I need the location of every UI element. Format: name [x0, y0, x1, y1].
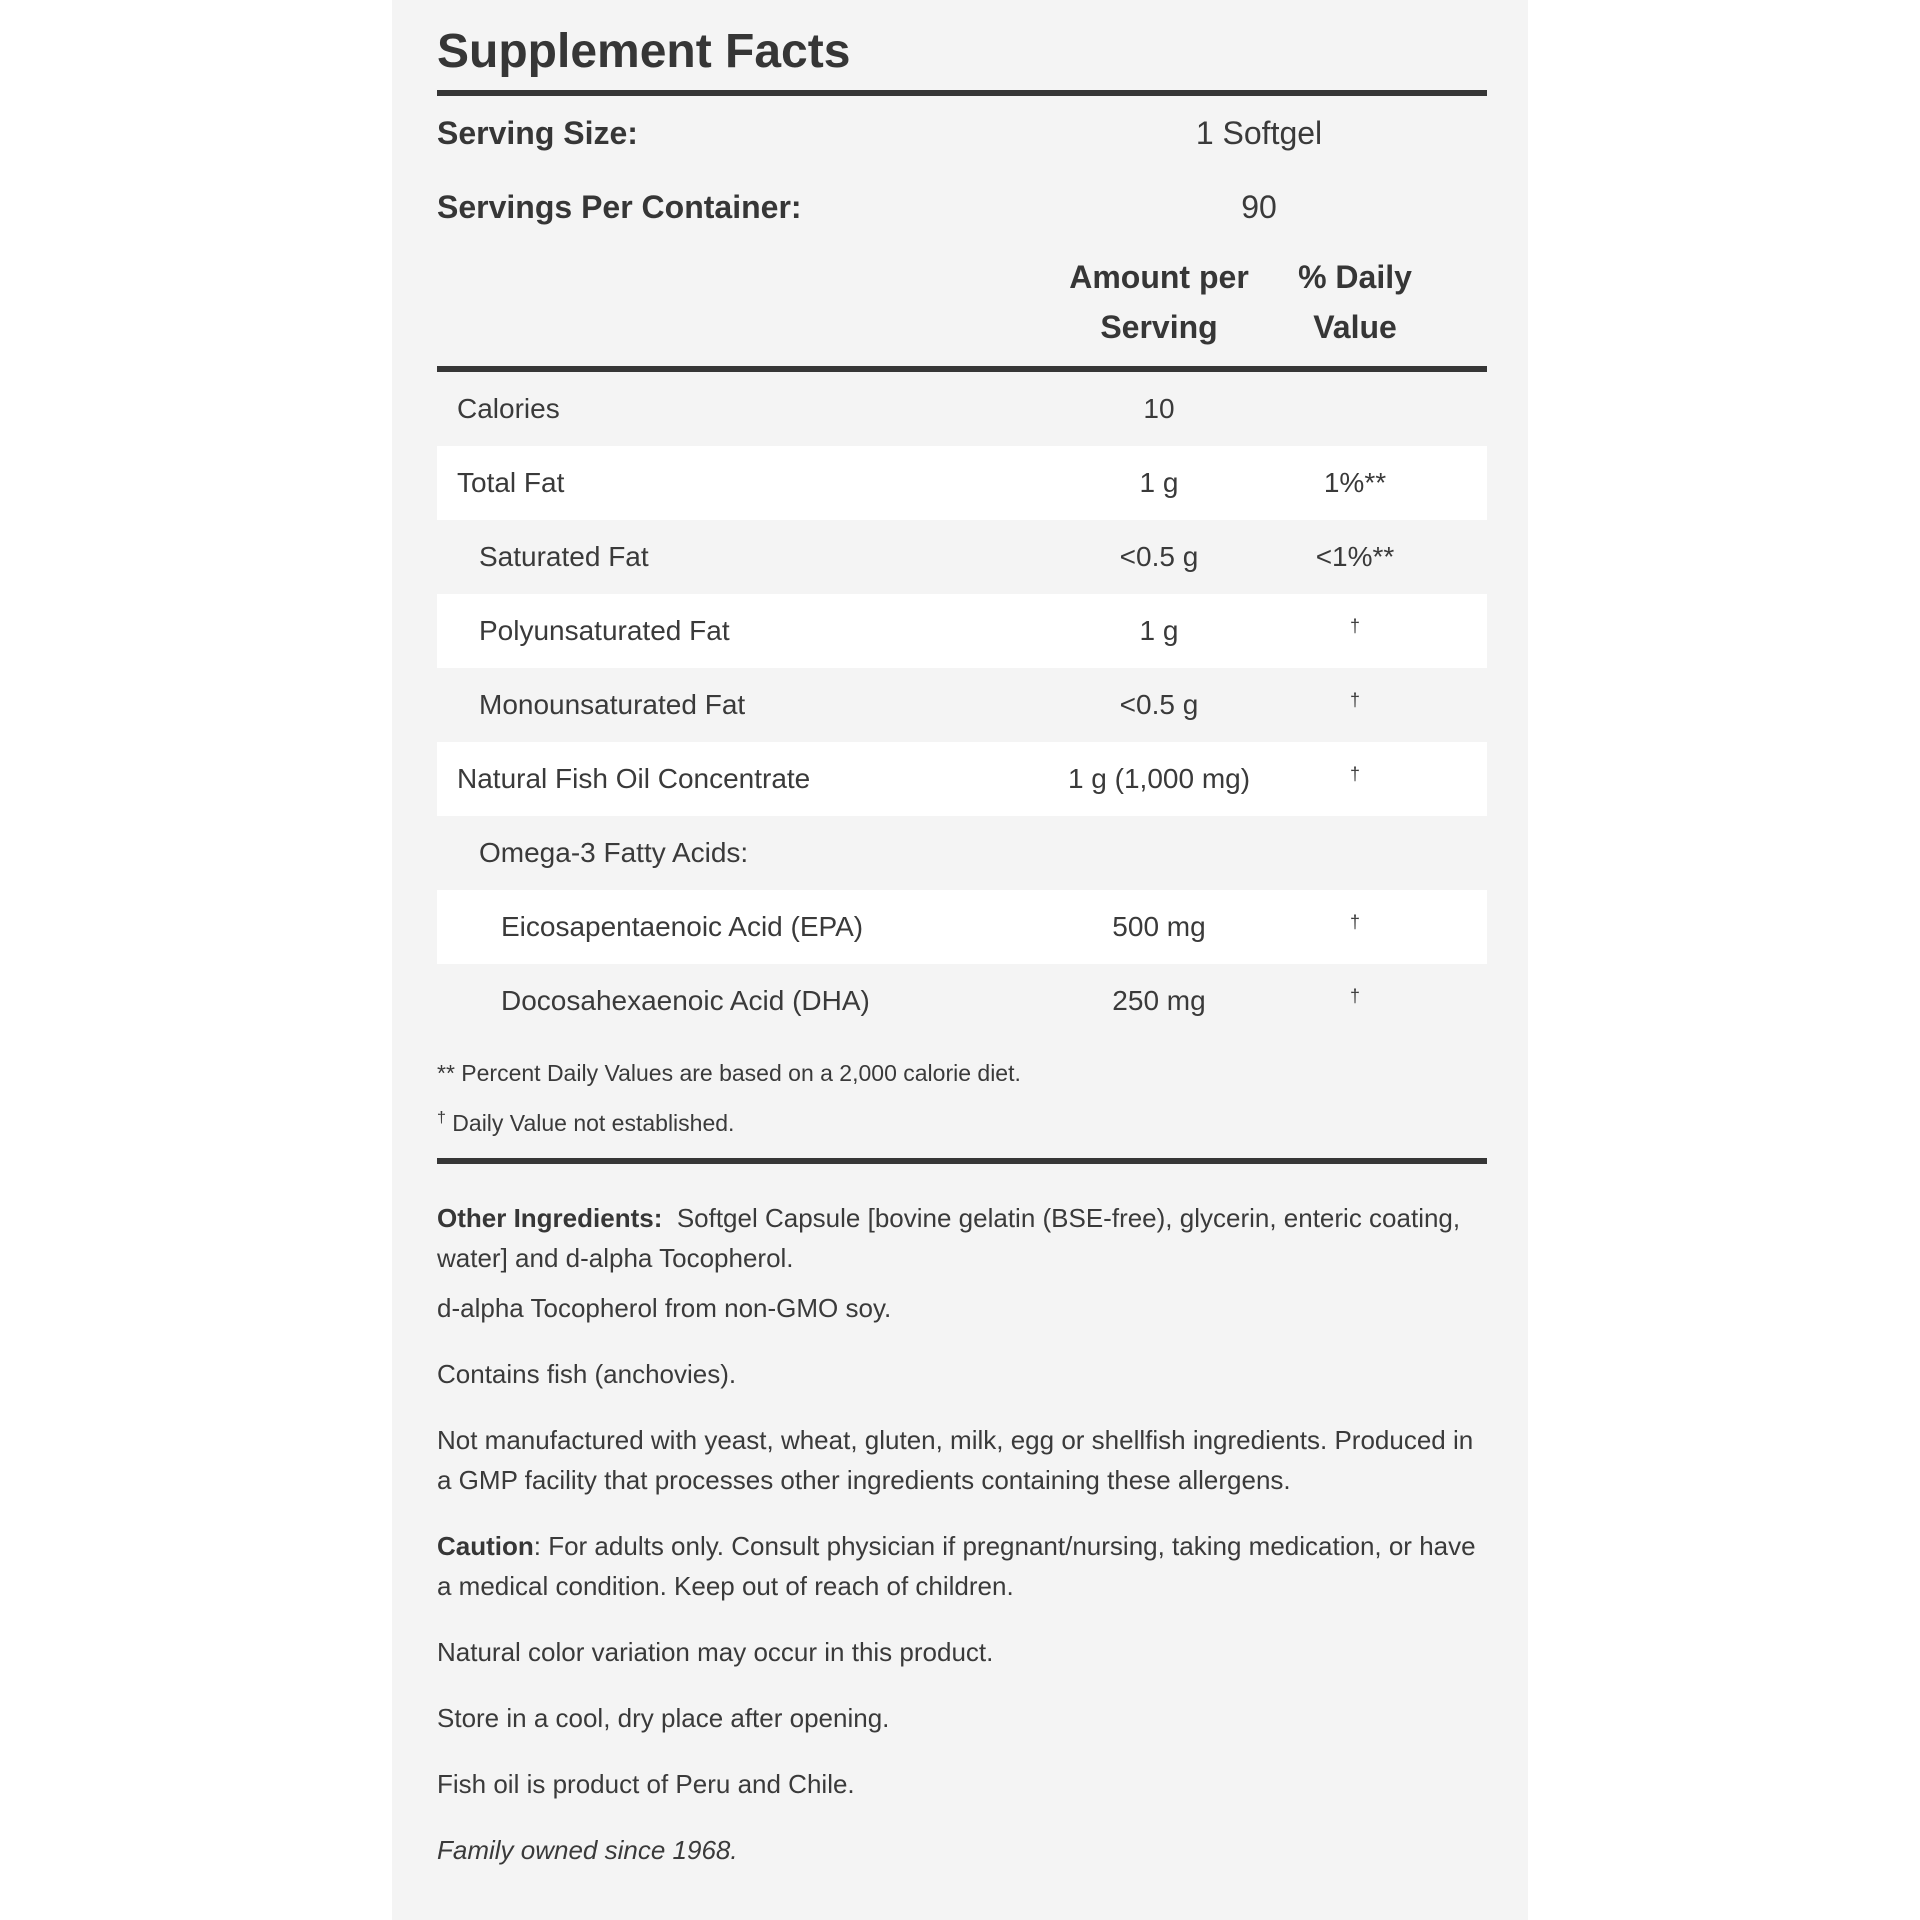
other-ingredients: [437, 1198, 1487, 1278]
dagger-footnote-text: Daily Value not established.: [445, 1110, 735, 1136]
supplement-facts-content: [437, 0, 1487, 1870]
table-row: [437, 594, 1487, 668]
other-ingredients-text: Softgel Capsule [bovine gelatin (BSE-free), glycerin, enteric coating, water] and d-alpha Tocopherol.: [437, 1203, 1461, 1273]
nutrient-amount: 1 g: [1139, 615, 1179, 646]
nutrient-amount: <0.5 g: [1119, 541, 1199, 572]
amount-header-line1: Amount per: [1069, 259, 1249, 295]
nutrient-amount: 10: [1143, 393, 1175, 424]
daily-value-header: [1259, 252, 1451, 352]
color-variation-note: Natural color variation may occur in this product.: [437, 1637, 994, 1667]
page-title: Supplement Facts: [437, 25, 851, 78]
table-row: [437, 816, 1487, 890]
caution-text: : For adults only. Consult physician if pregnant/nursing, taking medication, or have a medical condition. Keep out of reach of children.: [437, 1531, 1476, 1601]
servings-per-container-label: Servings Per Container:: [437, 188, 802, 225]
dv-header-line2: Value: [1313, 309, 1397, 345]
nutrient-daily-value: <1%**: [1315, 541, 1395, 572]
nutrient-name: Natural Fish Oil Concentrate: [457, 763, 811, 794]
caution-note: [437, 1526, 1487, 1606]
nutrient-amount: <0.5 g: [1119, 689, 1199, 720]
allergen-note: Not manufactured with yeast, wheat, gluten, milk, egg or shellfish ingredients. Produced in a GMP facility that processes other ingredients containing these allergens.: [437, 1425, 1474, 1495]
amount-per-serving-header: [1059, 252, 1259, 352]
nutrient-name: Eicosapentaenoic Acid (EPA): [501, 911, 864, 942]
dagger-symbol: †: [437, 1109, 446, 1127]
table-row: [437, 890, 1487, 964]
nutrient-name: Polyunsaturated Fat: [479, 615, 730, 646]
bottom-divider: [437, 1158, 1487, 1164]
tocopherol-note: d-alpha Tocopherol from non-GMO soy.: [437, 1293, 892, 1323]
dagger-footnote: [437, 1108, 1487, 1138]
table-row: [437, 964, 1487, 1038]
other-ingredients-label: Other Ingredients:: [437, 1203, 663, 1233]
nutrient-name: Docosahexaenoic Acid (DHA): [501, 985, 870, 1016]
nutrient-amount: 250 mg: [1112, 985, 1206, 1016]
serving-size-label: Serving Size:: [437, 114, 638, 151]
column-headers: [437, 244, 1487, 360]
nutrient-daily-value: †: [1349, 912, 1360, 932]
percent-daily-footnote: ** Percent Daily Values are based on a 2,000 calorie diet.: [437, 1060, 1021, 1086]
table-row: [437, 668, 1487, 742]
nutrient-daily-value: †: [1349, 764, 1360, 784]
family-owned-note: Family owned since 1968.: [437, 1835, 738, 1865]
nutrient-name: Saturated Fat: [479, 541, 649, 572]
nutrient-name: Total Fat: [457, 467, 565, 498]
nutrient-name: Monounsaturated Fat: [479, 689, 746, 720]
table-row: [437, 742, 1487, 816]
table-row: [437, 446, 1487, 520]
nutrient-amount: 1 g (1,000 mg): [1067, 763, 1251, 794]
nutrient-daily-value: †: [1349, 986, 1360, 1006]
table-row: [437, 520, 1487, 594]
caution-label: Caution: [437, 1531, 534, 1561]
serving-size-value: 1 Softgel: [1195, 114, 1323, 151]
nutrient-name: Omega-3 Fatty Acids:: [479, 837, 749, 868]
table-row: [437, 372, 1487, 446]
serving-size-row: [437, 96, 1487, 170]
supplement-facts-panel: [392, 0, 1528, 1920]
contains-note: Contains fish (anchovies).: [437, 1359, 737, 1389]
servings-per-container-row: [437, 170, 1487, 244]
origin-note: Fish oil is product of Peru and Chile.: [437, 1769, 855, 1799]
nutrient-daily-value: †: [1349, 690, 1360, 710]
amount-header-line2: Serving: [1100, 309, 1218, 345]
nutrient-daily-value: †: [1349, 616, 1360, 636]
nutrient-table: [437, 372, 1487, 1038]
nutrient-amount: 1 g: [1139, 467, 1179, 498]
servings-per-container-value: 90: [1241, 188, 1277, 225]
nutrient-amount: 500 mg: [1112, 911, 1206, 942]
nutrient-daily-value: 1%**: [1323, 467, 1387, 498]
storage-note: Store in a cool, dry place after opening.: [437, 1703, 890, 1733]
dv-header-line1: % Daily: [1298, 259, 1412, 295]
nutrient-name: Calories: [457, 393, 560, 424]
